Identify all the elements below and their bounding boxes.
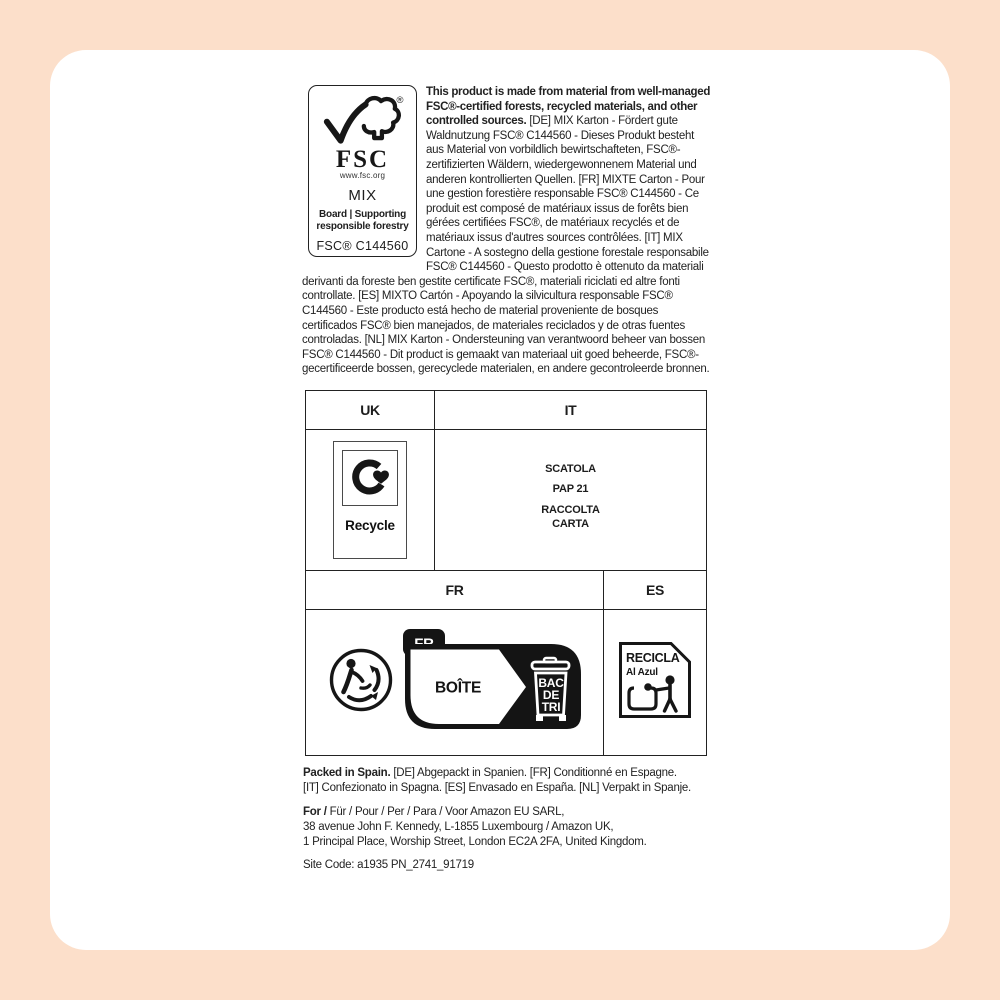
fsc-tree-logo: [320, 92, 406, 148]
distributor-bold: For /: [303, 805, 327, 818]
fsc-description-bold: This product is made from material from well-managed FSC®-certified forests, recycled materials, and other controlled sources.: [426, 86, 711, 128]
recicla-subtitle: Al Azul: [626, 667, 658, 679]
bin-text-line2: DE: [542, 688, 560, 703]
es-cell: [604, 610, 706, 755]
fsc-claim: [316, 209, 408, 232]
site-code: Site Code: a1935 PN_2741_91719: [303, 858, 474, 871]
it-disposal-info: [541, 462, 599, 538]
packed-line2: [IT] Confezionato in Spagna. [ES] Envasado en España. [NL] Verpakt in Spanje.: [303, 781, 691, 794]
table-header-uk: UK: [306, 391, 435, 429]
recycle-label-text: Recycle: [345, 517, 395, 533]
fsc-license-code: FSC® C144560: [316, 239, 409, 253]
bin-text-line3: TRI: [541, 700, 561, 715]
it-line-carta: CARTA: [552, 518, 589, 531]
packed-statement: [303, 766, 714, 796]
fr-sorting-info-label: [403, 629, 585, 736]
fsc-claim-line2: responsible forestry: [316, 220, 409, 232]
it-line-scatola: SCATOLA: [545, 462, 596, 475]
recicla-title: RECICLA: [626, 651, 680, 666]
distributor-line1-rest: Für / Pour / Per / Para / Voor Amazon EU SARL,: [326, 805, 565, 818]
table-header-fr: FR: [306, 571, 604, 609]
it-line-pap21: PAP 21: [552, 483, 589, 496]
distributor-line2: 38 avenue John F. Kennedy, L-1855 Luxembourg / Amazon UK,: [303, 821, 614, 834]
table-header-row-fr-es: [306, 571, 706, 610]
es-recicla-badge: [618, 641, 692, 724]
fsc-registered-icon: ®: [396, 94, 403, 106]
it-cell: [435, 430, 706, 570]
table-row-fr-es: [306, 610, 706, 755]
distributor-info: [303, 805, 714, 851]
oprl-recycle-label: [333, 441, 407, 559]
material-name-text: BOÎTE: [434, 679, 482, 697]
fsc-wordmark: FSC: [335, 146, 390, 173]
table-header-row-uk-it: [306, 391, 706, 430]
packed-line1-rest: [DE] Abgepackt in Spanien. [FR] Conditionné en Espagne.: [390, 766, 677, 779]
packed-bold: Packed in Spain.: [303, 766, 391, 779]
fr-cell: [306, 610, 604, 755]
it-line-raccolta: RACCOLTA: [541, 503, 600, 516]
oprl-swirl-icon: [342, 450, 398, 506]
bin-text-line1: BAC: [538, 676, 564, 691]
distributor-line3: 1 Principal Place, Worship Street, London EC2A 2FA, United Kingdom.: [303, 836, 647, 849]
fsc-section: [302, 85, 714, 377]
label-content-column: [302, 85, 714, 872]
uk-cell: [306, 430, 435, 570]
table-header-es: ES: [645, 581, 665, 598]
table-row-uk-it: [306, 430, 706, 571]
fsc-grade: MIX: [348, 187, 377, 204]
recycling-table: [305, 390, 707, 756]
triman-icon: [328, 647, 394, 718]
packaging-label-card: [50, 50, 950, 950]
fsc-claim-line1: Board | Supporting: [319, 209, 406, 220]
fsc-description-rest: [DE] MIX Karton - Fördert gute Waldnutzung FSC® C144560 - Dieses Produkt besteht aus Material von vorbildlich bewirtschafteten, FSC®-zertifizierten Wäldern, wiedergewonnenem Material und anderen kontrollierten Quellen. [FR] MIXTE Carton - Pour une gestion forestière responsable FSC® C144560 - Ce produit est composé de matériaux issus de forêts bien gérées certifiées FSC®, de matériaux recyclés et de matériaux issus d'autres sources contrôlées. [IT] MIX Cartone - A sostegno della gestione forestale responsabile FSC® C144560 - Questo prodotto è ottenuto da materiali derivanti da foreste ben gestite certificate FSC®, materiali riciclati ed altre fonti controllate. [ES] MIXTO Cartón - Apoyando la silvicultura responsable FSC® C144560 - Este producto está hecho de material proveniente de bosques certificados FSC® bien manejados, de materiales reciclados y de otras fuentes controladas. [NL] MIX Karton - Ondersteuning van verantwoord beheer van bossen FSC® C144560 - Dit product is gemaakt van materiaal uit goed beheerde, FSC®-gecertificeerde bossen, gerecyclede materialen, en andere gecontroleerde bronnen.: [302, 115, 710, 376]
table-header-it: IT: [564, 401, 577, 418]
fsc-url: www.fsc.org: [339, 171, 386, 180]
fsc-certification-box: [308, 85, 417, 257]
